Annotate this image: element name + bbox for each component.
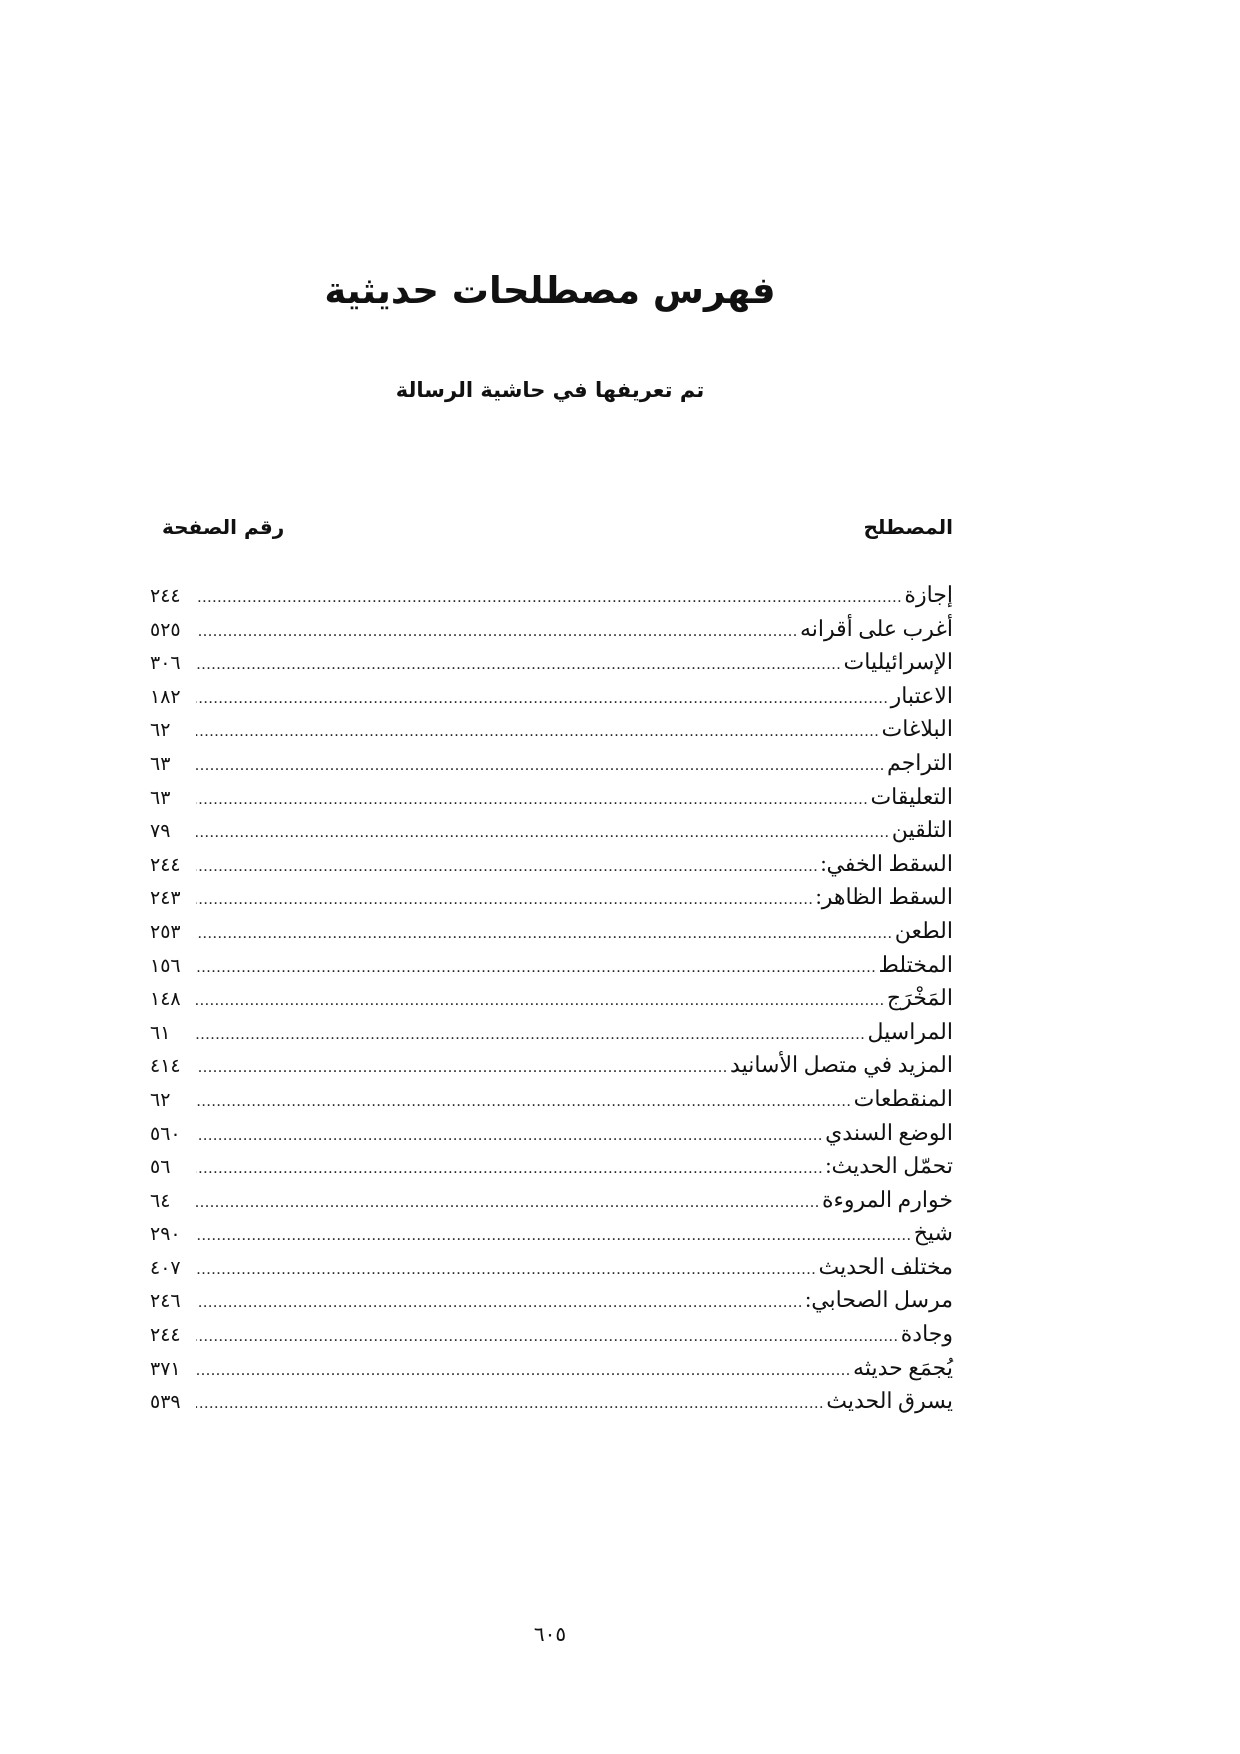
dot-leader — [196, 1286, 803, 1320]
entry-page-number: ١٤٨ — [150, 988, 181, 1011]
entry-term: الطعن — [894, 917, 953, 943]
entry-page-number: ٥٣٩ — [150, 1391, 181, 1414]
column-headers — [160, 515, 953, 545]
page-column-header: رقم الصفحة — [162, 515, 285, 539]
index-entry — [150, 780, 953, 814]
entry-term: المراسيل — [867, 1018, 953, 1044]
entry-page-number: ٢٤٤ — [150, 1324, 181, 1347]
entry-page-number: ٢٤٦ — [150, 1290, 181, 1313]
entry-term: التلقين — [891, 817, 953, 843]
entry-page-number: ٦٣ — [150, 786, 171, 809]
index-entry — [150, 1116, 953, 1150]
index-entry — [150, 1216, 953, 1250]
dot-leader — [196, 816, 890, 850]
entry-term: المزيد في متصل الأسانيد — [730, 1052, 953, 1078]
dot-leader — [196, 1152, 823, 1186]
entry-term: مختلف الحديث — [818, 1253, 953, 1279]
index-entry — [150, 712, 953, 746]
entry-page-number: ٥٢٥ — [150, 618, 181, 641]
index-entry — [150, 847, 953, 881]
dot-leader — [196, 1354, 851, 1388]
entry-page-number: ٦٤ — [150, 1189, 171, 1212]
entry-page-number: ٢٤٣ — [150, 887, 181, 910]
index-entry — [150, 1384, 953, 1418]
index-entry — [150, 880, 953, 914]
entry-page-number: ٣٧١ — [150, 1357, 181, 1380]
entry-term: إجازة — [904, 582, 953, 607]
entry-page-number: ٢٥٣ — [150, 920, 181, 943]
dot-leader — [196, 951, 876, 985]
entry-page-number: ٦١ — [150, 1021, 171, 1044]
dot-leader — [196, 850, 818, 884]
entry-page-number: ٢٩٠ — [150, 1223, 181, 1246]
index-entry — [150, 1015, 953, 1049]
index-entry — [150, 746, 953, 780]
entry-term: المَخْرَج — [886, 985, 953, 1011]
entry-page-number: ٢٤٤ — [150, 853, 181, 876]
entry-term: يسرق الحديث — [826, 1388, 953, 1414]
page-subtitle: تم تعريفها في حاشية الرسالة — [395, 378, 705, 402]
dot-leader — [196, 783, 868, 817]
entry-page-number: ٤٠٧ — [150, 1256, 181, 1279]
entry-page-number: ٤١٤ — [150, 1055, 181, 1078]
index-entry — [150, 612, 953, 646]
entry-term: التراجم — [887, 749, 953, 775]
index-entry — [150, 981, 953, 1015]
dot-leader — [196, 682, 889, 716]
dot-leader — [196, 1387, 824, 1421]
dot-leader — [196, 648, 842, 682]
dot-leader — [196, 1018, 865, 1052]
page-title: فهرس مصطلحات حديثية — [324, 269, 776, 312]
index-entry — [150, 948, 953, 982]
entry-page-number: ٦٢ — [150, 1088, 171, 1111]
dot-leader — [196, 1051, 728, 1085]
index-entry — [150, 1048, 953, 1082]
entry-page-number: ٥٦ — [150, 1156, 171, 1179]
entry-term: التعليقات — [870, 783, 953, 809]
entry-term: وجادة — [900, 1321, 953, 1347]
index-entry — [150, 813, 953, 847]
dot-leader — [196, 581, 902, 615]
index-entry — [150, 914, 953, 948]
dot-leader — [196, 1219, 912, 1253]
index-list — [150, 578, 953, 1418]
entry-term: السقط الظاهر: — [815, 884, 953, 910]
entry-term: الوضع السندي — [825, 1119, 953, 1145]
dot-leader — [196, 615, 798, 649]
index-entry — [150, 1082, 953, 1116]
entry-page-number: ٦٢ — [150, 719, 171, 742]
entry-term: الإسرائيليات — [843, 649, 953, 675]
entry-term: السقط الخفي: — [820, 850, 953, 876]
page-number: ٦٠٥ — [533, 1622, 567, 1646]
entry-term: أغرب على أقرانه — [799, 615, 953, 641]
entry-page-number: ١٥٦ — [150, 954, 181, 977]
entry-term: شيخ — [913, 1220, 953, 1246]
dot-leader — [196, 1186, 820, 1220]
entry-page-number: ٣٠٦ — [150, 652, 181, 675]
dot-leader — [196, 917, 893, 951]
dot-leader — [196, 749, 885, 783]
dot-leader — [196, 1119, 823, 1153]
entry-term: مرسل الصحابي: — [805, 1287, 953, 1313]
entry-page-number: ٥٦٠ — [150, 1122, 181, 1145]
dot-leader — [196, 1253, 817, 1287]
index-entry — [150, 645, 953, 679]
index-entry — [150, 1283, 953, 1317]
index-entry — [150, 1317, 953, 1351]
dot-leader — [196, 1085, 852, 1119]
entry-term: المنقطعات — [853, 1085, 953, 1111]
entry-term: البلاغات — [881, 716, 953, 742]
entry-page-number: ٢٤٤ — [150, 585, 181, 607]
entry-term: المختلط — [878, 951, 953, 977]
entry-page-number: ٦٣ — [150, 752, 171, 775]
dot-leader — [196, 984, 885, 1018]
index-entry — [150, 1351, 953, 1385]
index-entry — [150, 1183, 953, 1217]
index-entry — [150, 1250, 953, 1284]
entry-page-number: ٧٩ — [150, 820, 171, 843]
entry-term: تحمّل الحديث: — [825, 1153, 953, 1179]
entry-term: خوارم المروءة — [822, 1186, 953, 1212]
index-entry — [150, 578, 953, 612]
entry-page-number: ١٨٢ — [150, 685, 181, 708]
index-entry — [150, 1149, 953, 1183]
entry-term: الاعتبار — [890, 682, 953, 708]
dot-leader — [196, 883, 814, 917]
dot-leader — [196, 1320, 899, 1354]
entry-term: يُجمَع حديثه — [853, 1354, 953, 1380]
dot-leader — [196, 715, 880, 749]
index-entry — [150, 679, 953, 713]
term-column-header: المصطلح — [863, 515, 953, 539]
